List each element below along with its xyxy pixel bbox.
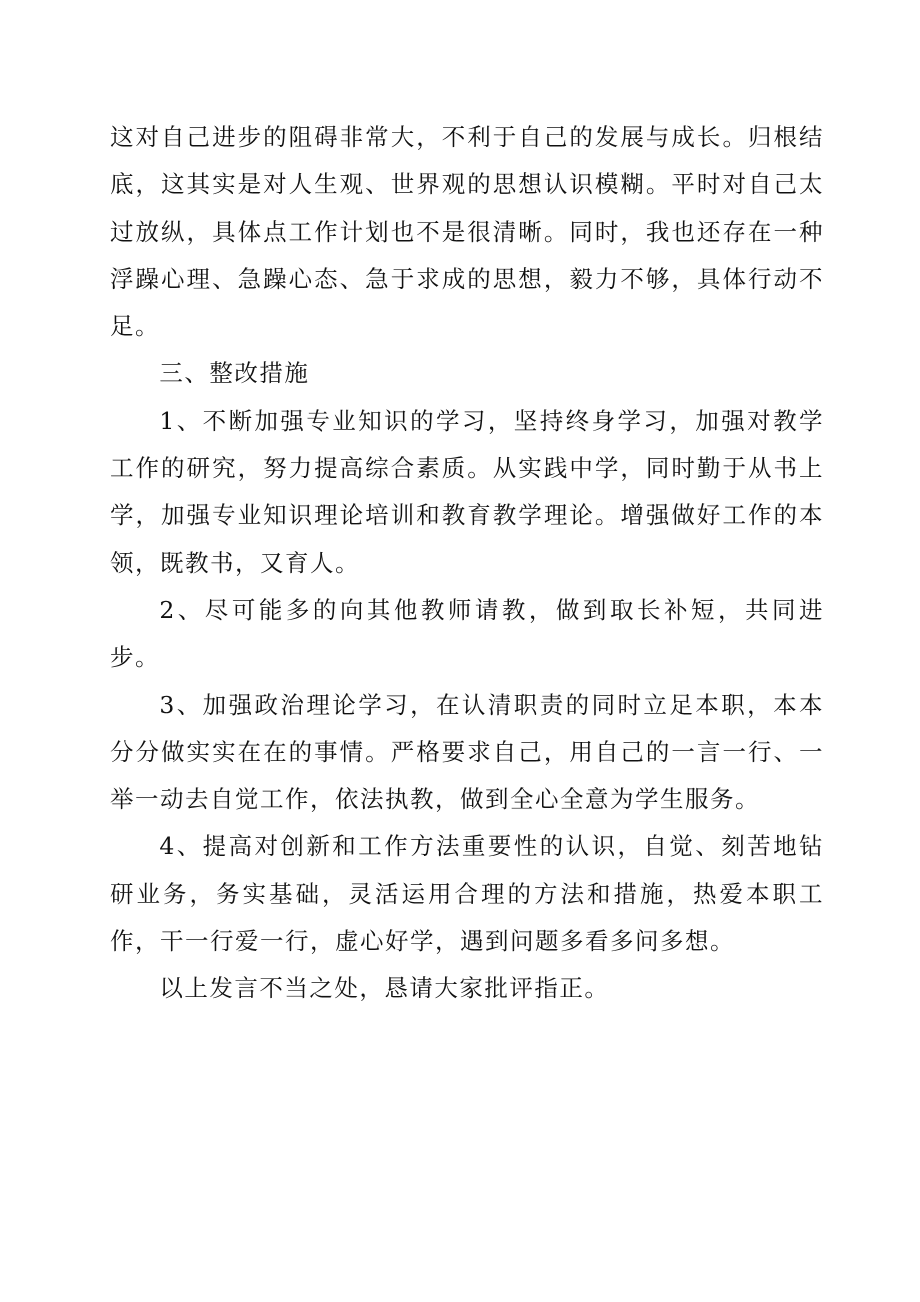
paragraph-measure-1: 1、不断加强专业知识的学习，坚持终身学习，加强对教学工作的研究，努力提高综合素质。从实践中学，同时勤于从书上学，加强专业知识理论培训和教育教学理论。增强做好工作的本领，既教书，又育人。 [110,406,824,577]
section-heading-rectification-measures: 三、整改措施 [159,359,310,388]
paragraph-measure-3: 3、加强政治理论学习，在认清职责的同时立足本职，本本分分做实实在在的事情。严格要求自己，用自己的一言一行、一举一动去自觉工作，依法执教，做到全心全意为学生服务。 [110,690,824,814]
paragraph-measure-4: 4、提高对创新和工作方法重要性的认识，自觉、刻苦地钻研业务，务实基础，灵活运用合理的方法和措施，热爱本职工作，干一行爱一行，虚心好学，遇到问题多看多问多想。 [110,832,824,956]
paragraph-closing: 以上发言不当之处，恳请大家批评指正。 [159,974,610,1003]
paragraph-measure-2: 2、尽可能多的向其他教师请教，做到取长补短，共同进步。 [110,595,824,672]
document-body [110,114,824,1013]
paragraph-continuation: 这对自己进步的阻碍非常大，不利于自己的发展与成长。归根结底，这其实是对人生观、世界观的思想认识模糊。平时对自己太过放纵，具体点工作计划也不是很清晰。同时，我也还存在一种浮躁心理、急躁心态、急于求成的思想，毅力不够，具体行动不足。 [110,123,824,341]
